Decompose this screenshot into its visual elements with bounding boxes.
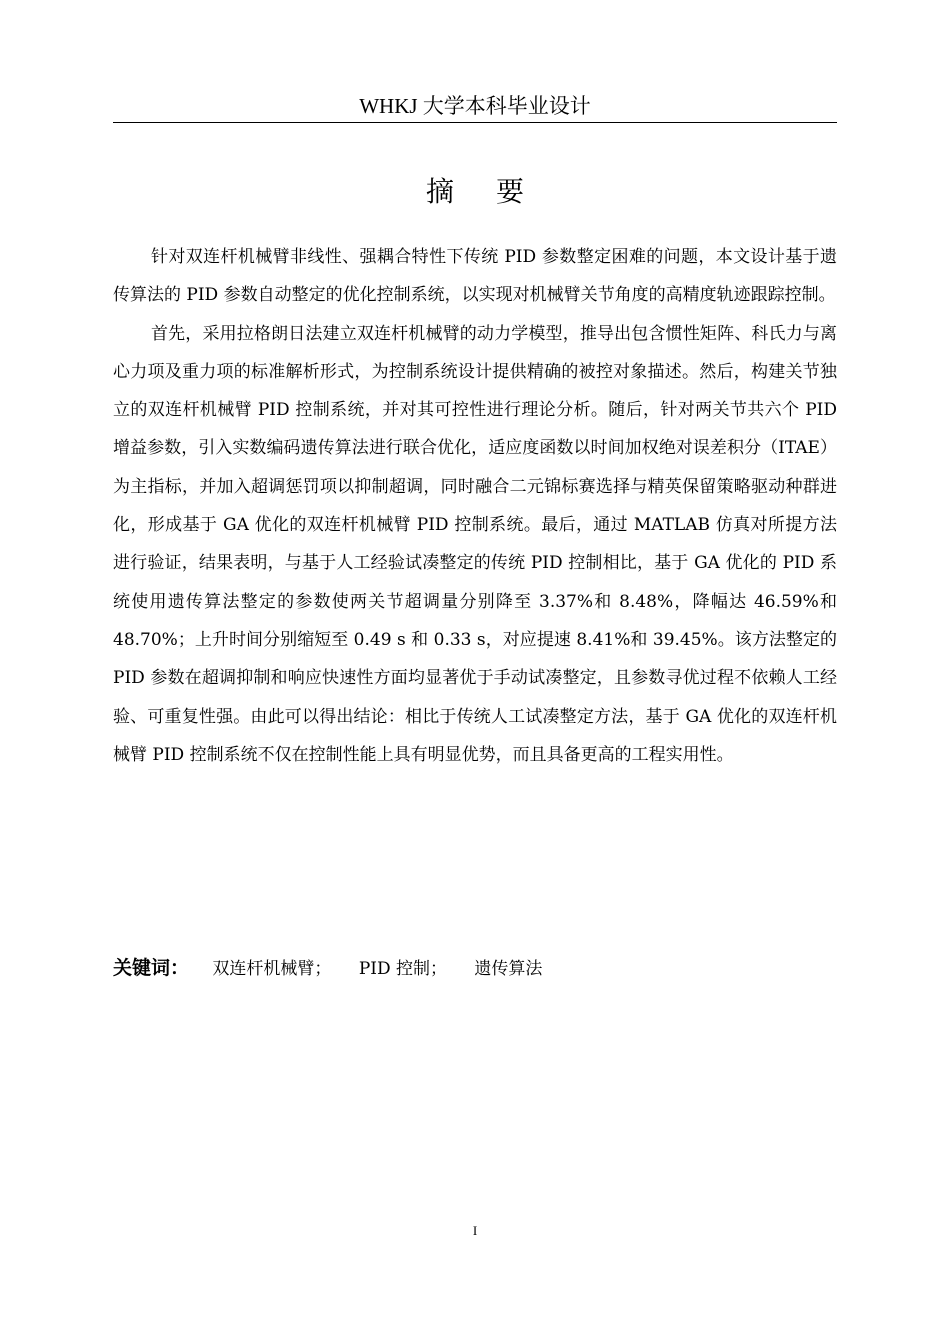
- keyword-item: PID 控制；: [358, 959, 448, 979]
- abstract-body: [113, 238, 837, 774]
- page-number: I: [472, 1223, 478, 1238]
- abstract-title: 摘要: [425, 175, 566, 208]
- header-rule: [113, 122, 837, 123]
- keyword-item: 遗传算法: [474, 959, 543, 979]
- keywords-line: [113, 952, 837, 985]
- running-header: WHKJ 大学本科毕业设计: [359, 94, 591, 118]
- keyword-item: 双连杆机械臂；: [212, 959, 332, 979]
- abstract-paragraph-2: 首先，采用拉格朗日法建立双连杆机械臂的动力学模型，推导出包含惯性矩阵、科氏力与离心力项及重力项的标准解析形式，为控制系统设计提供精确的被控对象描述。然后，构建关节独立的双连杆机械臂 PID 控制系统，并对其可控性进行理论分析。随后，针对两关节共六个 PID 增益参数，引入实数编码遗传算法进行联合优化，适应度函数以时间加权绝对误差积分（ITAE）为主指标，并加入超调惩罚项以抑制超调，同时融合二元锦标赛选择与精英保留策略驱动种群进化，形成基于 GA 优化的双连杆机械臂 PID 控制系统。最后，通过 MATLAB 仿真对所提方法进行验证，结果表明，与基于人工经验试凑整定的传统 PID 控制相比，基于 GA 优化的 PID 系统使用遗传算法整定的参数使两关节超调量分别降至 3.37%和 8.48%，降幅达 46.59%和 48.70%；上升时间分别缩短至 0.49 s 和 0.33 s，对应提速 8.41%和 39.45%。该方法整定的 PID 参数在超调抑制和响应快速性方面均显著优于手动试凑整定，且参数寻优过程不依赖人工经验、可重复性强。由此可以得出结论：相比于传统人工试凑整定方法，基于 GA 优化的双连杆机械臂 PID 控制系统不仅在控制性能上具有明显优势，而且具备更高的工程实用性。: [113, 323, 837, 765]
- keywords-label: 关键词：: [113, 957, 190, 979]
- abstract-paragraph-1: 针对双连杆机械臂非线性、强耦合特性下传统 PID 参数整定困难的问题，本文设计基于遗传算法的 PID 参数自动整定的优化控制系统，以实现对机械臂关节角度的高精度轨迹跟踪控制。: [113, 247, 837, 306]
